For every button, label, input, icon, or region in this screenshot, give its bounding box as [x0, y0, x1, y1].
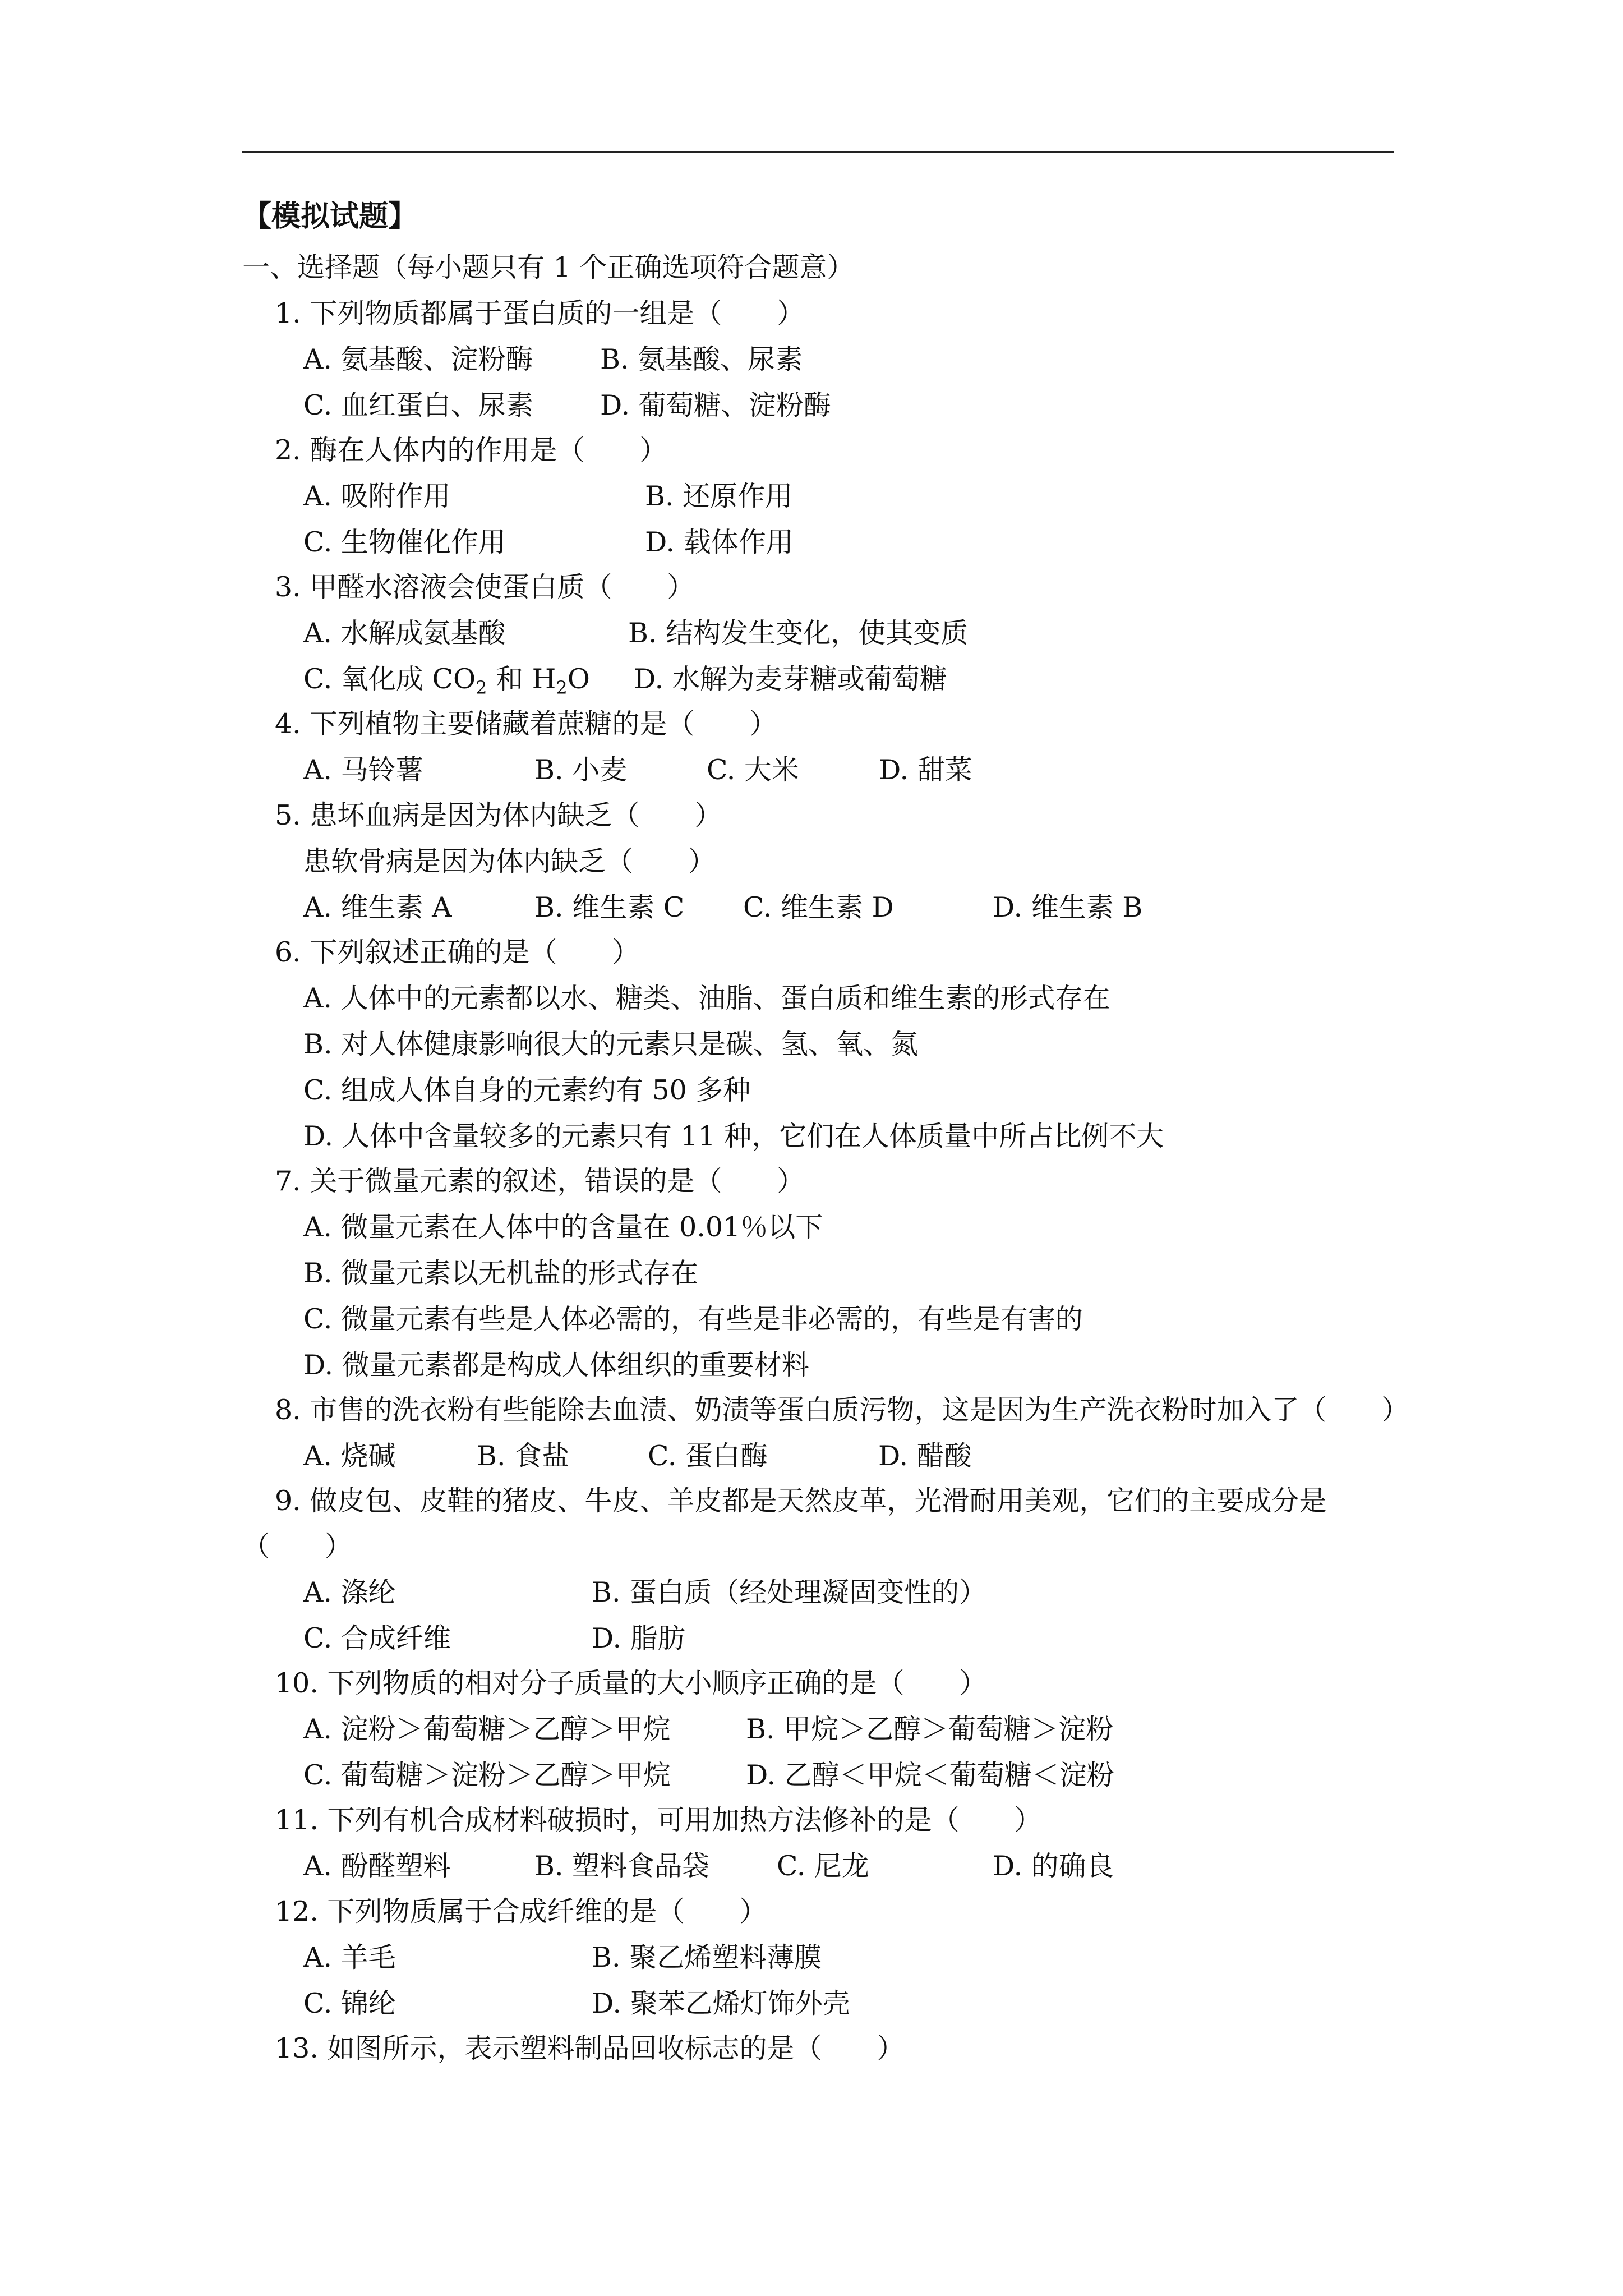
question-5-option-c: C. 维生素 D [743, 891, 894, 923]
question-8-stem: 8. 市售的洗衣粉有些能除去血渍、奶渍等蛋白质污物，这是因为生产洗衣粉时加入了（ ） [275, 1394, 1409, 1426]
question-2-option-b: B. 还原作用 [645, 480, 793, 512]
page-title: 【模拟试题】 [242, 199, 418, 233]
question-6-stem: 6. 下列叙述正确的是（ ） [275, 936, 640, 968]
header-rule [242, 151, 1394, 153]
question-4-stem: 4. 下列植物主要储藏着蔗糖的是（ ） [275, 708, 777, 740]
question-1-option-b: B. 氨基酸、尿素 [600, 343, 803, 375]
question-10-option-a: A. 淀粉＞葡萄糖＞乙醇＞甲烷 [303, 1713, 671, 1745]
question-9-option-c: C. 合成纤维 [303, 1622, 451, 1654]
question-1-stem: 1. 下列物质都属于蛋白质的一组是（ ） [275, 297, 805, 329]
question-3-option-b: B. 结构发生变化，使其变质 [628, 617, 969, 649]
question-4-option-d: D. 甜菜 [879, 754, 972, 786]
question-3-option-a: A. 水解成氨基酸 [303, 617, 506, 649]
question-5-option-d: D. 维生素 B [993, 891, 1143, 923]
question-6-option-c: C. 组成人体自身的元素约有 50 多种 [303, 1074, 751, 1106]
question-5-option-a: A. 维生素 A [303, 891, 452, 923]
question-12-option-d: D. 聚苯乙烯灯饰外壳 [592, 1987, 850, 2019]
question-2-option-c: C. 生物催化作用 [303, 526, 506, 558]
question-1-option-c: C. 血红蛋白、尿素 [303, 389, 533, 421]
question-7-option-d: D. 微量元素都是构成人体组织的重要材料 [303, 1349, 809, 1381]
question-2-stem: 2. 酶在人体内的作用是（ ） [275, 434, 667, 466]
question-6-option-b: B. 对人体健康影响很大的元素只是碳、氢、氧、氮 [303, 1028, 919, 1060]
question-12-option-a: A. 羊毛 [303, 1941, 396, 1973]
question-8-option-a: A. 烧碱 [303, 1440, 396, 1472]
question-9-option-d: D. 脂肪 [592, 1622, 685, 1654]
question-9-stem-2: （ ） [242, 1530, 353, 1562]
question-12-stem: 12. 下列物质属于合成纤维的是（ ） [275, 1895, 767, 1927]
question-11-option-b: B. 塑料食品袋 [534, 1850, 710, 1882]
question-3-stem: 3. 甲醛水溶液会使蛋白质（ ） [275, 571, 695, 603]
question-3-option-d: D. 水解为麦芽糖或葡萄糖 [634, 663, 947, 695]
question-11-stem: 11. 下列有机合成材料破损时，可用加热方法修补的是（ ） [275, 1804, 1042, 1836]
question-7-option-b: B. 微量元素以无机盐的形式存在 [303, 1257, 699, 1289]
question-10-option-c: C. 葡萄糖＞淀粉＞乙醇＞甲烷 [303, 1759, 671, 1791]
question-11-option-c: C. 尼龙 [777, 1850, 869, 1882]
question-10-stem: 10. 下列物质的相对分子质量的大小顺序正确的是（ ） [275, 1667, 987, 1699]
question-10-option-d: D. 乙醇＜甲烷＜葡萄糖＜淀粉 [746, 1759, 1114, 1791]
question-8-option-c: C. 蛋白酶 [648, 1440, 768, 1472]
question-2-option-a: A. 吸附作用 [303, 480, 451, 512]
question-6-option-a: A. 人体中的元素都以水、糖类、油脂、蛋白质和维生素的形式存在 [303, 982, 1110, 1014]
question-4-option-c: C. 大米 [707, 754, 799, 786]
question-10-option-b: B. 甲烷＞乙醇＞葡萄糖＞淀粉 [746, 1713, 1114, 1745]
question-8-option-b: B. 食盐 [477, 1440, 570, 1472]
question-5-stem-2: 患软骨病是因为体内缺乏（ ） [303, 845, 716, 877]
question-9-option-a: A. 涤纶 [303, 1576, 396, 1608]
question-2-option-d: D. 载体作用 [645, 526, 794, 558]
question-4-option-b: B. 小麦 [534, 754, 628, 786]
question-4-option-a: A. 马铃薯 [303, 754, 423, 786]
question-12-option-b: B. 聚乙烯塑料薄膜 [592, 1941, 822, 1973]
question-1-option-d: D. 葡萄糖、淀粉酶 [600, 389, 831, 421]
question-7-option-c: C. 微量元素有些是人体必需的，有些是非必需的，有些是有害的 [303, 1303, 1083, 1335]
question-1-option-a: A. 氨基酸、淀粉酶 [303, 343, 533, 375]
question-13-stem: 13. 如图所示，表示塑料制品回收标志的是（ ） [275, 2032, 905, 2064]
question-3-option-c: C. 氧化成 $CO_2$ 和 $H_2O$ [303, 663, 590, 698]
question-5-stem: 5. 患坏血病是因为体内缺乏（ ） [275, 799, 722, 831]
question-7-option-a: A. 微量元素在人体中的含量在 0.01％以下 [303, 1211, 823, 1243]
question-11-option-d: D. 的确良 [993, 1850, 1114, 1882]
question-12-option-c: C. 锦纶 [303, 1987, 396, 2019]
question-8-option-d: D. 醋酸 [878, 1440, 972, 1472]
question-9-option-b: B. 蛋白质（经处理凝固变性的） [592, 1576, 987, 1608]
question-6-option-d: D. 人体中含量较多的元素只有 11 种，它们在人体质量中所占比例不大 [303, 1120, 1164, 1152]
question-7-stem: 7. 关于微量元素的叙述，错误的是（ ） [275, 1165, 805, 1197]
section-heading: 一、选择题（每小题只有 1 个正确选项符合题意） [242, 251, 855, 283]
question-5-option-b: B. 维生素 C [534, 891, 685, 923]
question-9-stem: 9. 做皮包、皮鞋的猪皮、牛皮、羊皮都是天然皮革，光滑耐用美观，它们的主要成分是 [275, 1485, 1327, 1517]
question-11-option-a: A. 酚醛塑料 [303, 1850, 451, 1882]
